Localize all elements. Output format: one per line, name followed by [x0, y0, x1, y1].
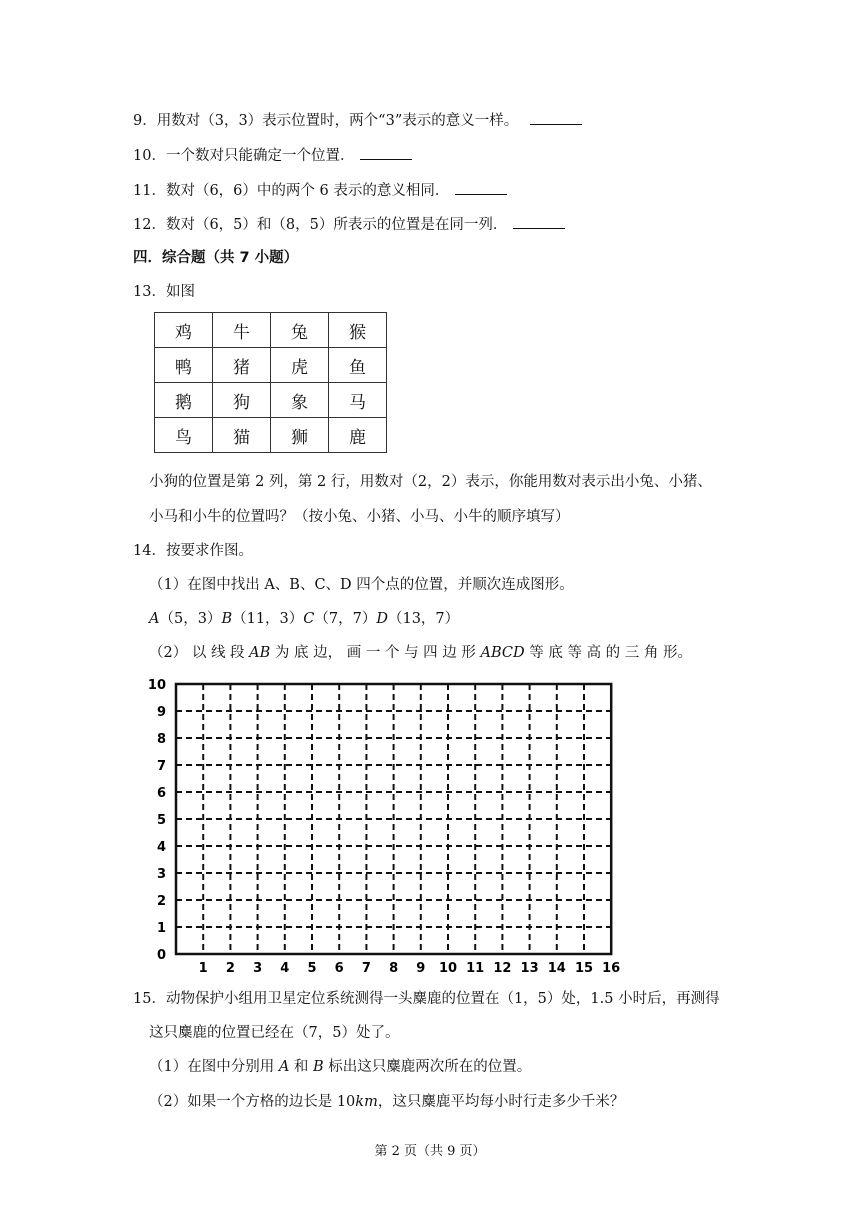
- x-tick-label: 11: [466, 961, 485, 976]
- table-row: [155, 418, 387, 453]
- y-tick-label: 6: [156, 786, 166, 801]
- table-cell: 鸭: [155, 348, 213, 383]
- x-tick-label: 16: [602, 961, 621, 976]
- part-2-text-a: （2） 以 线 段: [149, 645, 250, 661]
- animal-table: [154, 312, 387, 453]
- y-tick-label: 1: [156, 921, 166, 936]
- q15-a-text-2: 和: [289, 1059, 314, 1075]
- question-14-points: [149, 609, 459, 629]
- y-tick-label: 0: [156, 948, 166, 963]
- x-tick-label: 7: [361, 961, 371, 976]
- question-10-text: 10．一个数对只能确定一个位置．: [133, 148, 355, 164]
- question-13-text-1: 小狗的位置是第 2 列，第 2 行，用数对（2，2）表示，你能用数对表示出小兔、小猪、: [149, 474, 712, 490]
- x-tick-label: 5: [307, 961, 317, 976]
- table-row: [155, 348, 387, 383]
- answer-blank[interactable]: [513, 214, 565, 229]
- x-tick-label: 10: [438, 961, 458, 976]
- section-heading: 四．综合题（共 7 小题）: [133, 250, 299, 266]
- point-a-label: A: [149, 611, 160, 627]
- y-tick-label: 7: [156, 759, 166, 774]
- q15-a-label-b: B: [313, 1059, 324, 1075]
- question-14-part-1: （1）在图中找出 A、B、C、D 四个点的位置，并顺次连成图形。: [149, 577, 574, 593]
- table-cell: 鱼: [329, 348, 387, 383]
- table-cell: 鹅: [155, 383, 213, 418]
- table-cell: 猪: [213, 348, 271, 383]
- table-cell: 狗: [213, 383, 271, 418]
- point-d-value: （13，7）: [387, 611, 460, 627]
- question-10: [133, 145, 412, 166]
- q15-b-km: km: [355, 1094, 378, 1110]
- x-tick-label: 2: [225, 961, 235, 976]
- page-footer: 第 2 页（共 9 页）: [374, 1144, 486, 1159]
- part-2-text-c: 等 底 等 高 的 三 角 形。: [524, 645, 693, 661]
- table-row: [155, 313, 387, 348]
- x-tick-label: 6: [334, 961, 344, 976]
- question-15-part-1: [149, 1057, 531, 1077]
- q15-a-label-a: A: [278, 1059, 290, 1075]
- part-2-ab: AB: [249, 645, 271, 661]
- question-9-text: 9．用数对（3，3）表示位置时，两个“3”表示的意义一样。: [133, 113, 519, 129]
- q15-a-text-1: （1）在图中分别用: [149, 1059, 279, 1075]
- table-cell: 鹿: [329, 418, 387, 453]
- point-c-value: （7，7）: [314, 611, 377, 627]
- y-tick-label: 3: [156, 867, 166, 882]
- question-12-text: 12．数对（6，5）和（8，5）所表示的位置是在同一列．: [133, 217, 508, 233]
- point-c-label: C: [303, 611, 315, 627]
- q15-b-text-2: ，这只麋鹿平均每小时行走多少千米？: [377, 1094, 625, 1110]
- question-11-text: 11．数对（6，6）中的两个 6 表示的意义相同．: [133, 183, 450, 199]
- coordinate-grid[interactable]: [148, 674, 628, 979]
- coordinate-grid-svg[interactable]: [148, 674, 628, 979]
- point-d-label: D: [376, 611, 388, 627]
- q15-b-text-1: （2）如果一个方格的边长是 10: [149, 1094, 356, 1110]
- table-cell: 鸡: [155, 313, 213, 348]
- y-tick-label: 5: [156, 813, 166, 828]
- question-14: 14．按要求作图。: [133, 543, 253, 559]
- table-cell: 鸟: [155, 418, 213, 453]
- x-tick-label: 13: [520, 961, 539, 976]
- question-14-part-2: [149, 643, 692, 663]
- x-tick-label: 1: [198, 961, 208, 976]
- question-13-text-2: 小马和小牛的位置吗？（按小兔、小猪、小马、小牛的顺序填写）: [149, 509, 570, 525]
- question-12: [133, 214, 565, 235]
- x-tick-label: 15: [574, 961, 594, 976]
- table-cell: 牛: [213, 313, 271, 348]
- table-cell: 猫: [213, 418, 271, 453]
- y-tick-label: 9: [156, 705, 166, 720]
- table-cell: 象: [271, 383, 329, 418]
- y-tick-label: 8: [156, 732, 166, 747]
- table-cell: 兔: [271, 313, 329, 348]
- x-tick-label: 3: [253, 961, 263, 976]
- question-13: 13．如图: [133, 284, 195, 300]
- point-b-label: B: [221, 611, 233, 627]
- q15-a-text-3: 标出这只麋鹿两次所在的位置。: [323, 1059, 532, 1075]
- x-tick-label: 9: [416, 961, 426, 976]
- table-cell: 虎: [271, 348, 329, 383]
- x-tick-label: 12: [493, 961, 512, 976]
- y-tick-label: 10: [148, 678, 166, 693]
- question-15-line-1: 15．动物保护小组用卫星定位系统测得一头麋鹿的位置在（1，5）处，1.5 小时后，再测得: [133, 991, 720, 1007]
- x-tick-label: 8: [389, 961, 399, 976]
- table-cell: 马: [329, 383, 387, 418]
- table-cell: 猴: [329, 313, 387, 348]
- table-cell: 狮: [271, 418, 329, 453]
- x-tick-label: 14: [547, 961, 566, 976]
- y-tick-label: 2: [156, 894, 166, 909]
- point-b-value: （11，3）: [232, 611, 304, 627]
- question-11: [133, 180, 507, 201]
- answer-blank[interactable]: [455, 180, 507, 195]
- answer-blank[interactable]: [360, 145, 412, 160]
- answer-blank[interactable]: [530, 110, 582, 125]
- question-15-line-2: 这只麋鹿的位置已经在（7，5）处了。: [149, 1025, 400, 1041]
- question-15-part-2: [149, 1092, 624, 1112]
- part-2-abcd: ABCD: [480, 645, 525, 661]
- y-tick-label: 4: [156, 840, 166, 855]
- table-row: [155, 383, 387, 418]
- question-9: [133, 110, 582, 131]
- x-tick-label: 4: [280, 961, 290, 976]
- point-a-value: （5，3）: [159, 611, 222, 627]
- part-2-text-b: 为 底 边， 画 一 个 与 四 边 形: [270, 645, 481, 661]
